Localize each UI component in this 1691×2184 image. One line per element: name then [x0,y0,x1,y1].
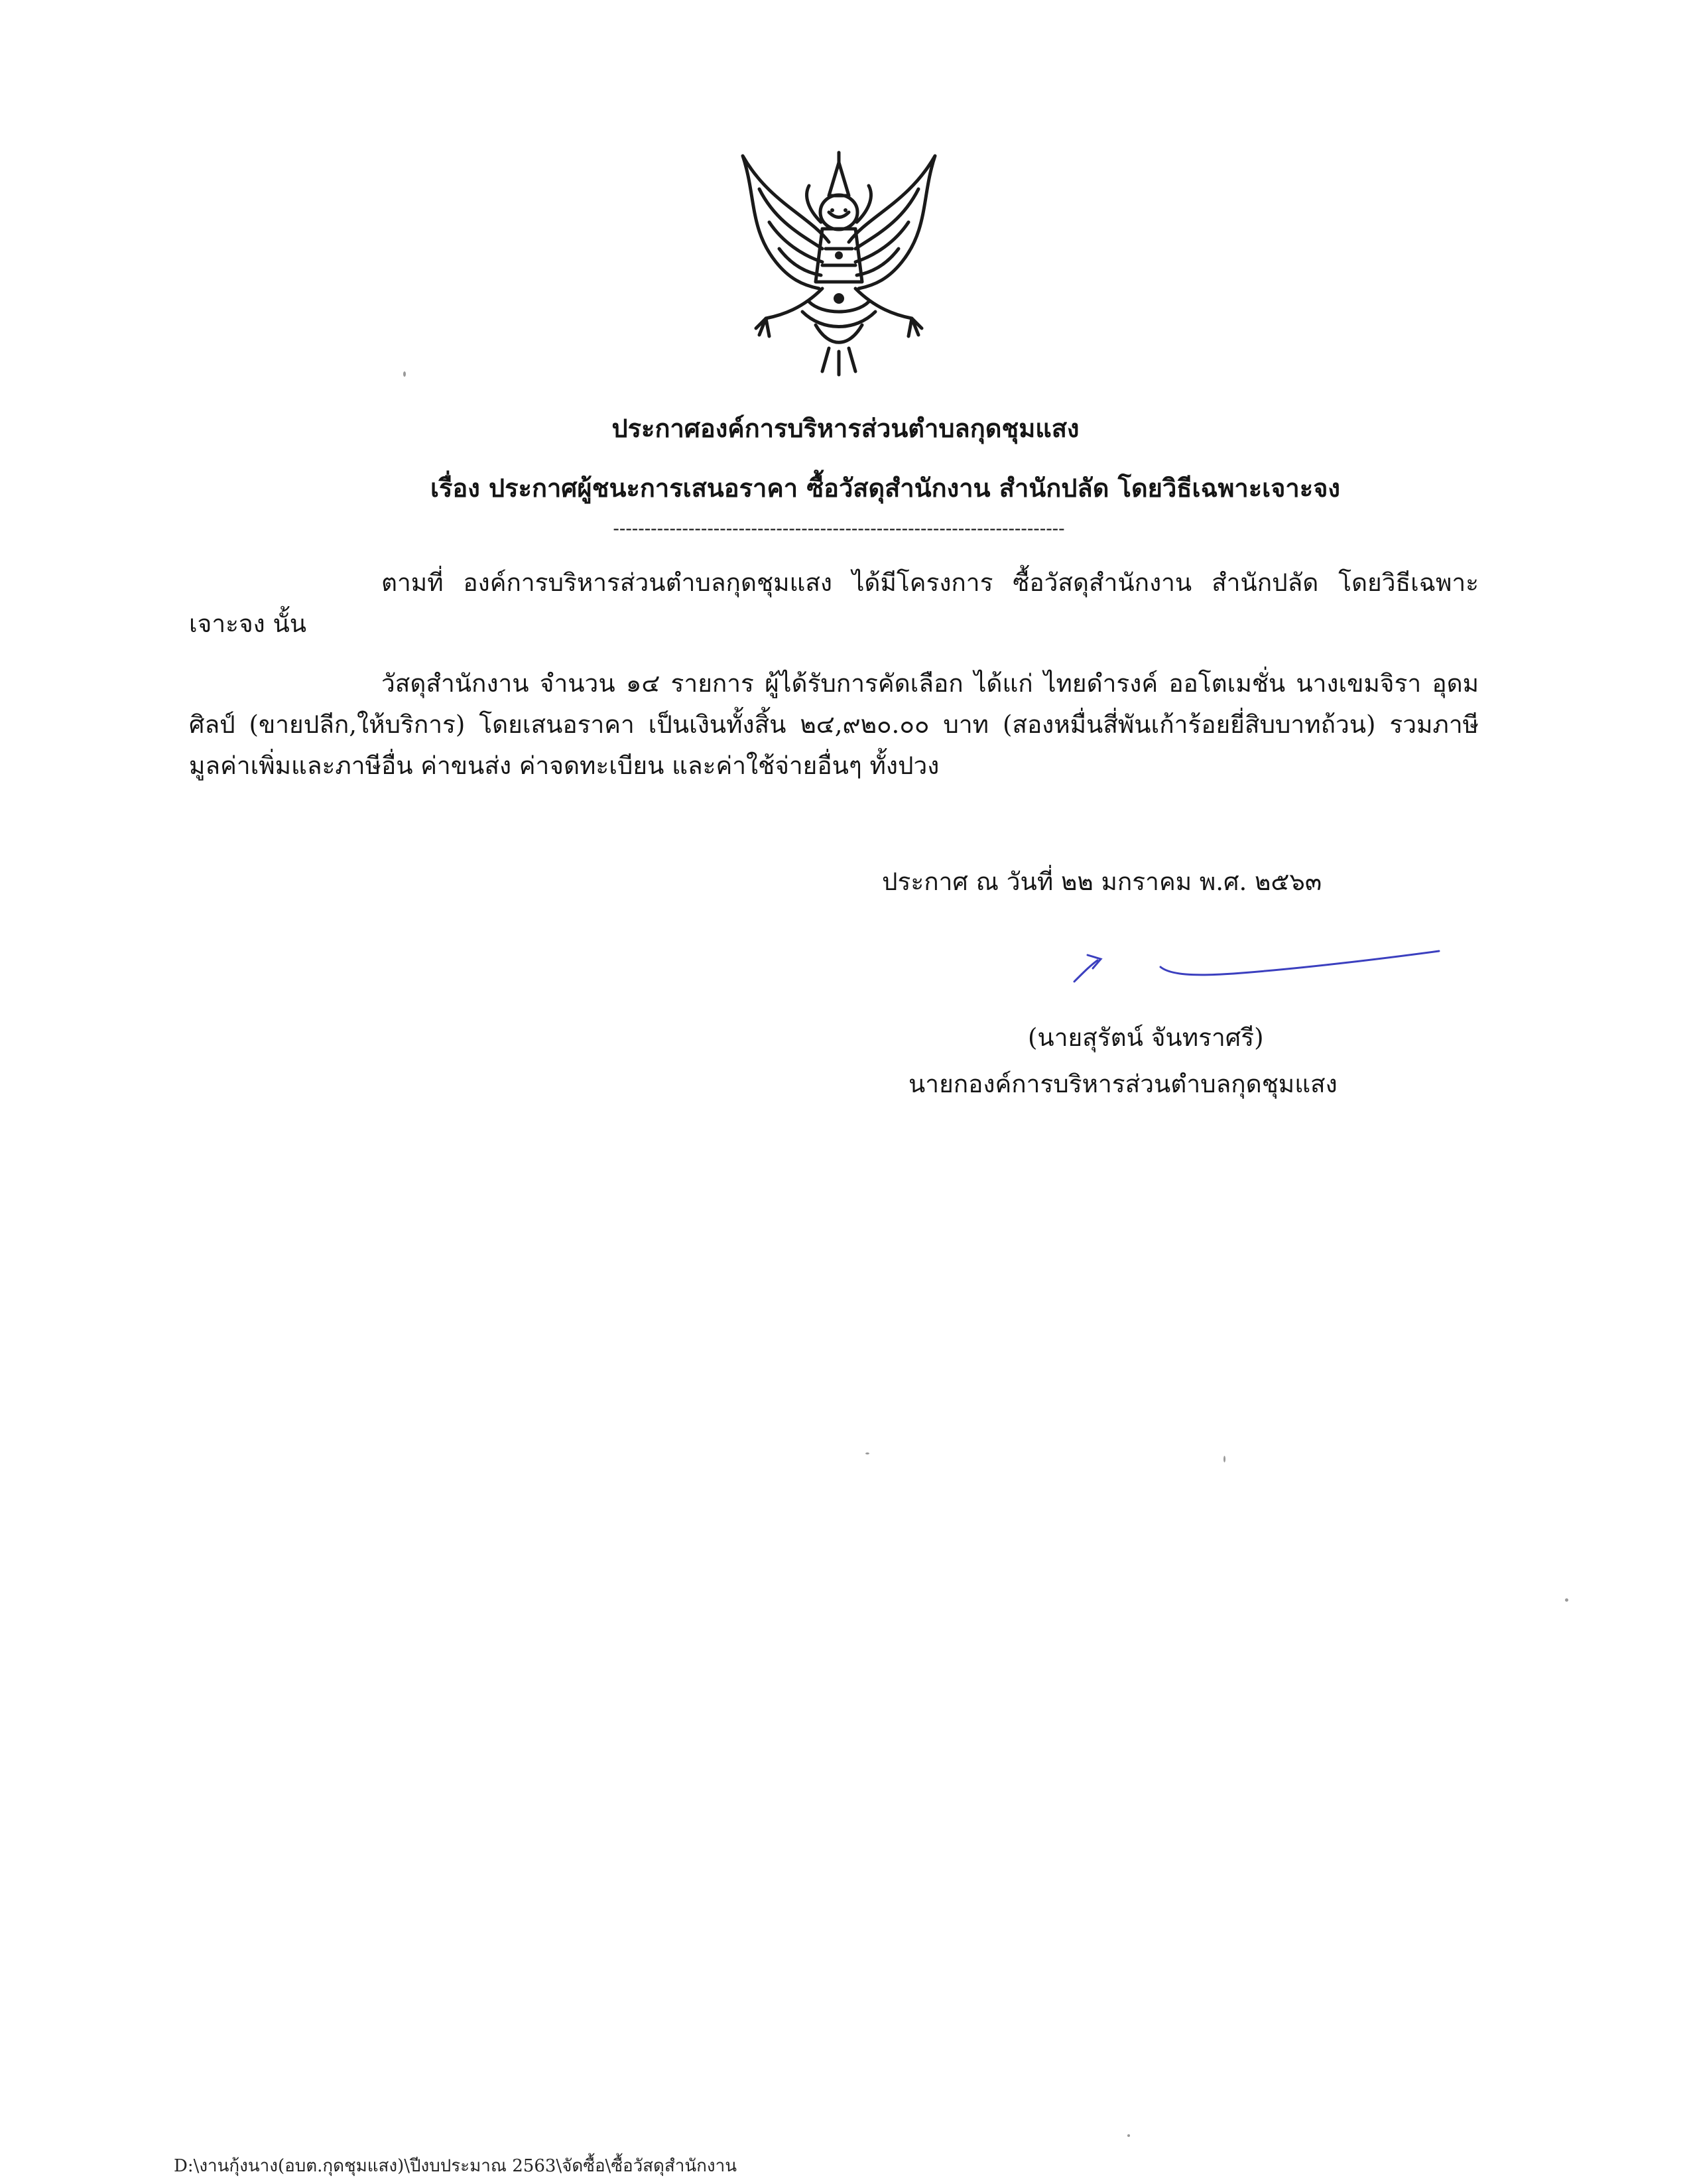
scan-speck [865,1452,869,1454]
scan-speck [1223,1456,1225,1462]
paragraph-winner: วัสดุสำนักงาน จำนวน ๑๔ รายการ ผู้ได้รับการคัดเลือก ได้แก่ ไทยดำรงค์ ออโตเมชั่น นางเขมจิรา อุดมศิลป์ (ขายปลีก,ให้บริการ) โดยเสนอราคา เป็นเงินทั้งสิ้น ๒๔,๙๒๐.๐๐ บาท (สองหมื่นสี่พันเก้าร้อยยี่สิบบาทถ้วน) รวมภาษีมูลค่าเพิ่มและภาษีอื่น ค่าขนส่ง ค่าจดทะเบียน และค่าใช้จ่ายอื่นๆ ทั้งปวง [189,669,1479,780]
signer-name: (นายสุรัตน์ จันทราศรี) [1028,1023,1264,1052]
signer-position: นายกองค์การบริหารส่วนตำบลกุดชุมแสง [908,1070,1338,1098]
announce-date: ประกาศ ณ วันที่ ๒๒ มกราคม พ.ศ. ๒๕๖๓ [882,867,1322,896]
announcement-title: ประกาศองค์การบริหารส่วนตำบลกุดชุมแสง [611,413,1080,443]
scan-speck [403,371,406,377]
garuda-emblem-icon [729,149,948,378]
paragraph-intro: ตามที่ องค์การบริหารส่วนตำบลกุดชุมแสง ได้มีโครงการ ซื้อวัสดุสำนักงาน สำนักปลัด โดยวิธีเฉพาะเจาะจง นั้น [189,568,1479,638]
footer-file-path: D:\งานกุ้งนาง(อบต.กุดชุมแสง)\ปีงบประมาณ 2563\จัดซื้อ\ซื้อวัสดุสำนักงาน [174,2156,737,2176]
handwritten-signature [1061,942,1446,1001]
separator-line: ------------------------------------------------------------------------ [613,517,1065,539]
scan-speck [1565,1598,1568,1602]
announcement-subject: เรื่อง ประกาศผู้ชนะการเสนอราคา ซื้อวัสดุสำนักงาน สำนักปลัด โดยวิธีเฉพาะเจาะจง [430,473,1340,503]
scan-speck [1127,2134,1130,2137]
